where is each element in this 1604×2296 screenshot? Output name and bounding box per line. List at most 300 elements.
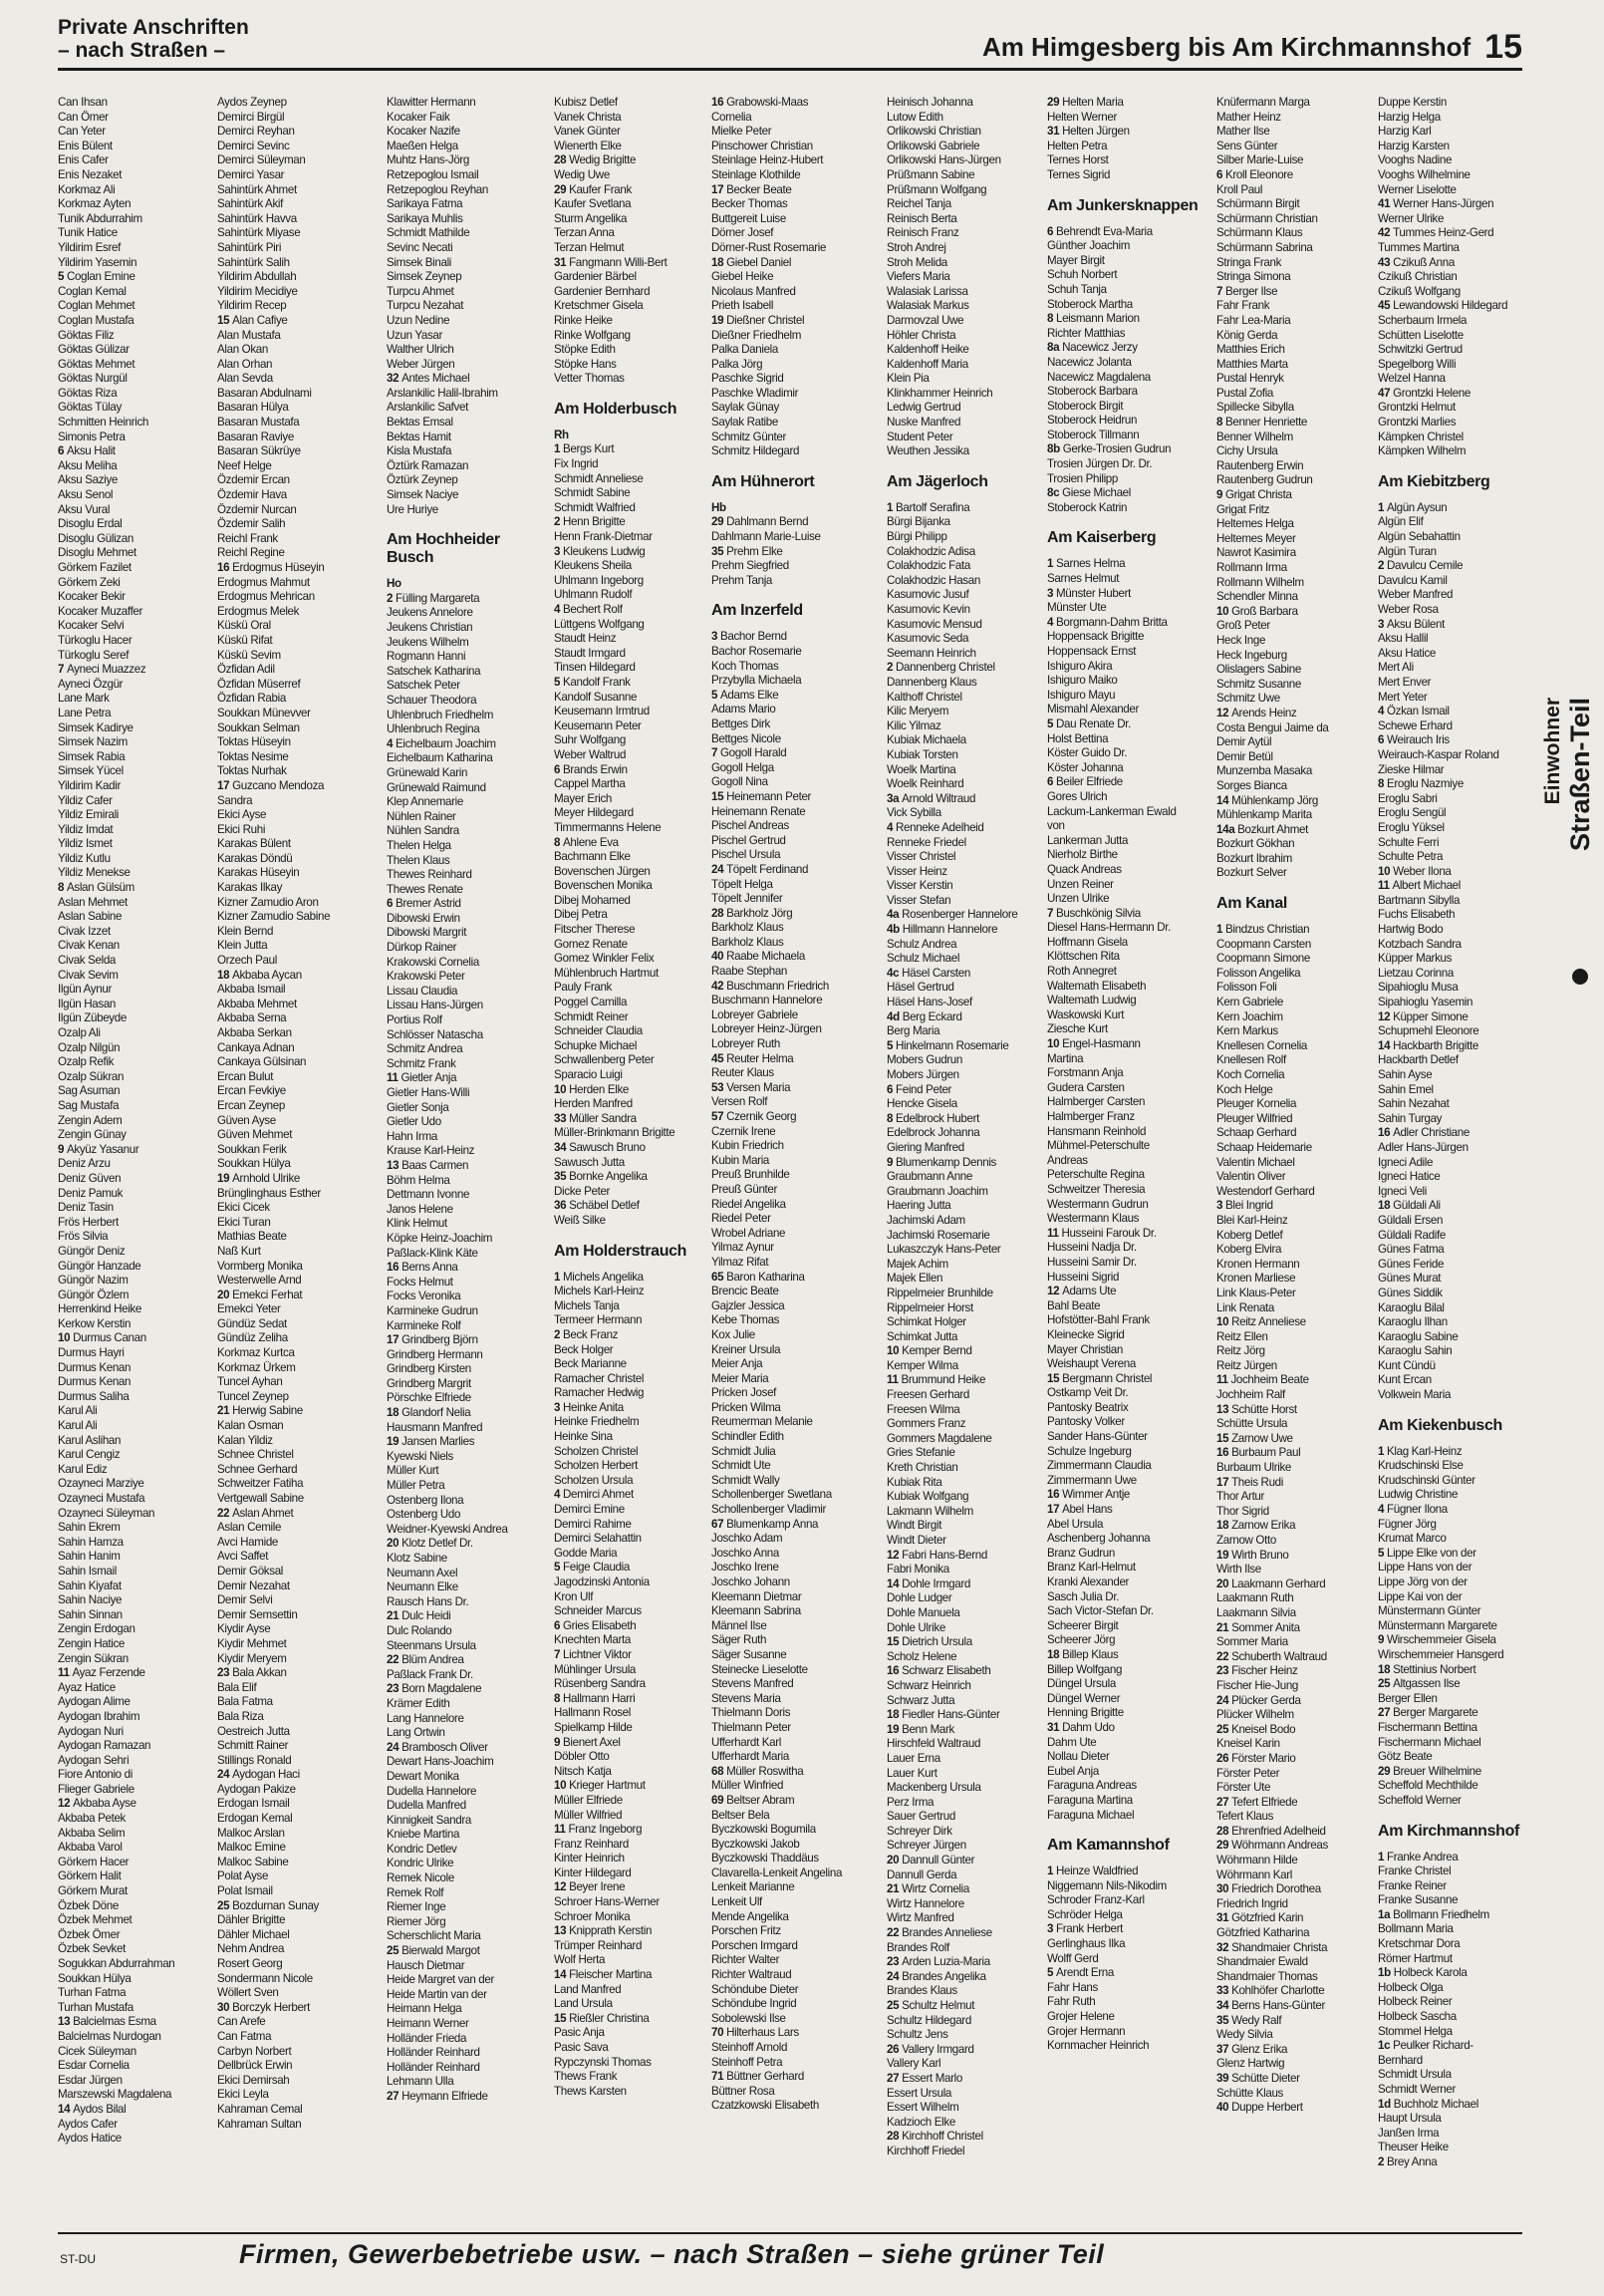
resident-entry	[1378, 777, 1522, 792]
resident-entry	[1216, 1650, 1374, 1665]
house-number: 6	[887, 1082, 896, 1096]
house-number: 4	[387, 736, 396, 750]
resident-name: Koch Helge	[1216, 1082, 1273, 1096]
resident-entry	[554, 865, 711, 880]
resident-name: Mayer Christian	[1047, 1342, 1123, 1356]
resident-entry	[1216, 721, 1374, 736]
resident-entry	[217, 1565, 375, 1579]
resident-name: Sahintürk Piri	[217, 240, 282, 254]
resident-name: Buttgereit Luise	[711, 211, 786, 225]
resident-entry	[554, 618, 711, 633]
resident-entry	[217, 329, 375, 344]
resident-entry	[58, 1812, 215, 1827]
resident-entry	[1378, 1663, 1522, 1678]
resident-name: Schauer Theodora	[387, 693, 477, 707]
resident-name: Weber Ilona	[1393, 864, 1452, 878]
resident-entry	[554, 1386, 711, 1401]
resident-name: Wirth Bruno	[1231, 1548, 1289, 1562]
resident-entry	[711, 1983, 869, 1998]
resident-entry	[1047, 907, 1204, 922]
resident-name: Karul Cengiz	[58, 1448, 121, 1462]
resident-entry	[554, 1024, 711, 1039]
resident-name: Özdemir Nurcan	[217, 502, 297, 516]
resident-entry	[387, 2075, 544, 2090]
resident-name: Ozalp Refik	[58, 1055, 115, 1069]
house-number: 68	[711, 1764, 727, 1778]
resident-entry	[58, 1797, 215, 1812]
house-number: 19	[1216, 1548, 1232, 1562]
resident-entry	[387, 650, 544, 665]
resident-entry	[1378, 1243, 1522, 1258]
resident-entry	[1216, 226, 1374, 241]
resident-name: Theuser Heike	[1378, 2141, 1449, 2154]
resident-name: Thews Frank	[554, 2070, 618, 2084]
resident-name: Orzech Paul	[217, 954, 277, 968]
resident-entry	[554, 2056, 711, 2071]
resident-name: Tunik Abdurrahim	[58, 211, 142, 225]
resident-entry	[1047, 268, 1204, 283]
resident-entry	[1216, 372, 1374, 387]
resident-entry	[887, 1621, 1044, 1636]
resident-entry	[387, 1174, 544, 1189]
house-number: 16	[387, 1261, 402, 1275]
resident-entry	[887, 140, 1044, 154]
resident-entry	[1378, 1199, 1522, 1214]
house-number: 23	[217, 1666, 233, 1680]
resident-name: Colakhodzic Hasan	[887, 573, 980, 587]
house-number: 17	[1047, 1503, 1063, 1517]
resident-name: Grontzki Helene	[1393, 386, 1470, 400]
house-number: 3	[554, 544, 563, 558]
resident-name: Flieger Gabriele	[58, 1782, 134, 1796]
resident-entry	[1378, 865, 1522, 880]
resident-name: Glenz Hartwig	[1216, 2057, 1285, 2071]
resident-entry	[58, 1143, 215, 1158]
resident-entry	[711, 96, 869, 111]
house-number: 47	[1378, 386, 1394, 400]
resident-name: Lang Hannelore	[387, 1711, 464, 1725]
resident-entry	[554, 996, 711, 1010]
resident-entry	[711, 645, 869, 660]
resident-entry	[554, 1299, 711, 1314]
resident-name: Gogoll Harald	[719, 746, 787, 760]
resident-entry	[711, 343, 869, 358]
resident-entry	[1216, 1839, 1374, 1854]
house-number: 36	[554, 1199, 570, 1213]
resident-entry	[887, 212, 1044, 227]
resident-entry	[554, 1765, 711, 1780]
resident-entry	[887, 806, 1044, 821]
resident-entry	[217, 910, 375, 925]
resident-name: Hansmann Reinhold	[1047, 1124, 1147, 1138]
resident-name: Husseini Farouk Dr.	[1061, 1226, 1157, 1240]
resident-name: Kleukens Ludwig	[562, 544, 646, 558]
resident-entry	[1378, 1879, 1522, 1894]
resident-name: Bozdurnan Sunay	[232, 1898, 320, 1912]
resident-name: Essert Marlo	[902, 2071, 962, 2085]
house-number: 57	[711, 1110, 727, 1123]
resident-entry	[1216, 1214, 1374, 1229]
resident-entry	[887, 1752, 1044, 1767]
resident-name: Fahr Lea-Maria	[1216, 313, 1291, 327]
resident-name: Vooghs Nadine	[1378, 153, 1453, 167]
resident-name: Barkholz Klaus	[711, 935, 784, 949]
resident-name: Kubin Maria	[711, 1153, 770, 1167]
resident-name: Reuter Helma	[726, 1051, 794, 1065]
resident-name: Akbaba Mehmet	[217, 997, 297, 1010]
resident-name: Cornelia	[711, 110, 752, 124]
resident-name: Remek Nicole	[387, 1871, 454, 1885]
resident-entry	[387, 621, 544, 636]
resident-name: Buschmann Hannelore	[711, 994, 823, 1007]
resident-entry	[1047, 848, 1204, 863]
resident-name: Helten Jürgen	[1062, 125, 1130, 139]
resident-name: Göktas Gülizar	[58, 343, 130, 357]
resident-name: Karul Ali	[58, 1404, 98, 1418]
resident-entry	[711, 732, 869, 747]
resident-name: Blei Karl-Heinz	[1216, 1213, 1288, 1227]
resident-name: Sipahioglu Yasemin	[1378, 996, 1473, 1009]
resident-name: Bienert Axel	[562, 1735, 621, 1749]
resident-name: Kiydir Meryem	[217, 1651, 287, 1665]
resident-name: Kretschmar Dora	[1378, 1937, 1461, 1951]
resident-entry	[1378, 212, 1522, 227]
resident-name: Demirci Selahattin	[554, 1532, 642, 1546]
house-number: 20	[1216, 1577, 1232, 1590]
resident-entry	[217, 925, 375, 940]
resident-name: Benn Mark	[902, 1722, 954, 1736]
resident-entry	[1216, 794, 1374, 809]
resident-name: Erdogmus Hüseyin	[232, 561, 325, 574]
resident-name: Weber Jürgen	[387, 357, 455, 371]
resident-entry	[1378, 1272, 1522, 1287]
resident-entry	[387, 1929, 544, 1944]
resident-name: Kahraman Sultan	[217, 2117, 302, 2131]
house-number: 6	[554, 1618, 563, 1632]
resident-entry	[711, 1677, 869, 1692]
resident-entry	[1047, 1110, 1204, 1125]
resident-name: Wedig Uwe	[554, 167, 610, 181]
resident-name: Heinemann Renate	[711, 804, 806, 818]
resident-name: Bernhard	[1378, 2053, 1423, 2067]
resident-entry	[1378, 1893, 1522, 1908]
resident-name: Fuchs Elisabeth	[1378, 908, 1456, 922]
resident-name: Stöpke Edith	[554, 343, 616, 357]
resident-name: Götzfried Karin	[1231, 1911, 1304, 1925]
resident-entry	[1378, 1692, 1522, 1707]
resident-name: Nollau Dieter	[1047, 1750, 1110, 1764]
resident-name: Zengin Sükran	[58, 1651, 129, 1665]
resident-name: Heinke Friedhelm	[554, 1415, 640, 1429]
resident-name: Simsek Rabia	[58, 749, 126, 763]
resident-entry	[1216, 1810, 1374, 1825]
resident-name: Poggel Camilla	[554, 996, 628, 1009]
resident-name: Schwarz Heinrich	[887, 1678, 971, 1692]
resident-entry	[387, 1071, 544, 1086]
resident-entry	[387, 256, 544, 271]
resident-entry	[887, 1156, 1044, 1171]
resident-entry	[887, 1563, 1044, 1578]
resident-name: Mert Yeter	[1378, 690, 1428, 704]
resident-entry	[1047, 1328, 1204, 1343]
resident-entry	[217, 1768, 375, 1783]
resident-name: Schürmann Christian	[1216, 211, 1318, 225]
resident-entry	[711, 703, 869, 718]
resident-name: Bornke Angelika	[569, 1170, 648, 1184]
resident-name: Demirci Yasar	[217, 167, 285, 181]
resident-entry	[887, 1039, 1044, 1054]
resident-entry	[887, 401, 1044, 416]
resident-name: Turpcu Ahmet	[387, 284, 454, 298]
resident-name: Demirci Sevinc	[217, 139, 290, 152]
resident-name: Berger Ellen	[1378, 1691, 1438, 1705]
resident-name: Köster Johanna	[1047, 760, 1124, 774]
resident-entry	[217, 808, 375, 823]
resident-entry	[1047, 674, 1204, 689]
resident-entry	[1216, 1388, 1374, 1403]
resident-name: Eichelbaum Joachim	[395, 736, 496, 750]
resident-entry	[1047, 980, 1204, 995]
resident-name: Kunt Ercan	[1378, 1373, 1432, 1387]
resident-entry	[58, 1550, 215, 1565]
resident-name: Versen Rolf	[711, 1095, 768, 1109]
house-number: 28	[887, 2130, 903, 2144]
resident-name: Scherschlicht Maria	[387, 1929, 481, 1943]
resident-entry	[58, 299, 215, 314]
resident-entry	[217, 488, 375, 503]
resident-name: Öztürk Ramazan	[387, 458, 469, 472]
resident-name: Grünewald Raimund	[387, 780, 486, 794]
resident-entry	[1047, 630, 1204, 645]
resident-name: Edelbrock Johanna	[887, 1126, 980, 1140]
resident-name: Schwarz Elisabeth	[902, 1664, 991, 1678]
resident-entry	[554, 241, 711, 256]
resident-name: Heide Martin van der	[387, 1987, 487, 2001]
resident-entry	[58, 358, 215, 373]
resident-name: Schmidt Sabine	[554, 486, 631, 500]
resident-name: Blumenkamp Anna	[726, 1517, 819, 1531]
resident-name: Förster Mario	[1231, 1751, 1296, 1765]
resident-entry	[711, 299, 869, 314]
resident-entry	[887, 1694, 1044, 1709]
resident-name: Hoffmann Gisela	[1047, 935, 1128, 949]
resident-name: Güldali Radife	[1378, 1228, 1446, 1242]
resident-name: Günes Siddik	[1378, 1286, 1443, 1299]
resident-entry	[1378, 1459, 1522, 1474]
resident-entry	[217, 837, 375, 852]
resident-entry	[387, 329, 544, 344]
resident-name: Bartolf Serafina	[895, 500, 970, 514]
resident-entry	[887, 632, 1044, 647]
resident-entry	[554, 691, 711, 706]
resident-name: Deniz Güven	[58, 1171, 122, 1185]
resident-name: Laakmann Silvia	[1216, 1605, 1296, 1619]
resident-entry	[1378, 908, 1522, 923]
resident-name: Majek Ellen	[887, 1272, 943, 1286]
house-number: 18	[1047, 1647, 1063, 1661]
resident-entry	[887, 256, 1044, 271]
resident-name: Jochheim Ralf	[1216, 1388, 1285, 1402]
resident-entry	[711, 1474, 869, 1489]
resident-name: Kiydir Mehmet	[217, 1636, 287, 1650]
resident-name: Tinsen Hildegard	[554, 661, 636, 675]
resident-entry	[217, 226, 375, 241]
resident-name: Korkmaz Kurtca	[217, 1346, 295, 1360]
resident-entry	[387, 299, 544, 314]
resident-entry	[217, 1128, 375, 1143]
house-number: 1	[554, 442, 563, 456]
resident-entry	[1047, 442, 1204, 457]
resident-entry	[1216, 1897, 1374, 1912]
resident-name: Kotzbach Sandra	[1378, 937, 1462, 951]
resident-name: Schmidt Werner	[1378, 2083, 1456, 2096]
resident-entry	[387, 1609, 544, 1624]
resident-entry	[387, 1886, 544, 1901]
resident-name: Kemper Bernd	[902, 1344, 972, 1358]
resident-entry	[1216, 1591, 1374, 1606]
resident-entry	[711, 285, 869, 300]
resident-name: Uhlmann Rudolf	[554, 588, 633, 602]
house-number: 2	[387, 591, 396, 605]
resident-entry	[387, 1595, 544, 1610]
resident-name: Schürmann Sabrina	[1216, 240, 1313, 254]
resident-name: Hirschfeld Waltraud	[887, 1737, 981, 1751]
resident-entry	[1047, 1415, 1204, 1430]
section-label-line2: – nach Straßen –	[58, 39, 226, 62]
resident-name: Schneider Marcus	[554, 1604, 642, 1618]
resident-name: Lane Petra	[58, 706, 112, 719]
resident-name: Vallery Irmgard	[902, 2042, 974, 2056]
resident-entry	[58, 111, 215, 126]
house-number: 15	[1047, 1371, 1063, 1385]
resident-name: Mathias Beate	[217, 1230, 287, 1244]
resident-entry	[58, 910, 215, 925]
resident-name: Basaran Sükrüye	[217, 444, 301, 458]
resident-entry	[554, 588, 711, 603]
resident-name: Civak Sevim	[58, 968, 119, 982]
resident-entry	[217, 852, 375, 867]
resident-name: Uhlenbruch Regina	[387, 722, 480, 736]
house-number: 13	[387, 1158, 402, 1172]
resident-name: Kubiak Rita	[887, 1475, 942, 1489]
resident-name: Aydogan Ibrahim	[58, 1709, 140, 1723]
resident-entry	[1378, 2141, 1522, 2155]
resident-name: Knellesen Cornelia	[1216, 1038, 1308, 1052]
resident-name: Coopmann Carsten	[1216, 937, 1311, 951]
resident-name: Heinisch Johanna	[887, 96, 973, 109]
resident-entry	[217, 285, 375, 300]
resident-entry	[554, 1721, 711, 1736]
resident-entry	[554, 1097, 711, 1112]
resident-name: Adams Elke	[719, 688, 779, 702]
resident-entry	[1047, 168, 1204, 183]
resident-name: Thelen Helga	[387, 838, 451, 852]
resident-entry	[1378, 705, 1522, 719]
resident-entry	[1216, 2014, 1374, 2029]
resident-name: Akbaba Petek	[58, 1812, 126, 1826]
resident-name: Aslan Mehmet	[58, 895, 128, 909]
resident-name: Schollenberger Swetlana	[711, 1488, 832, 1502]
house-number: 1	[1378, 500, 1387, 514]
resident-name: Sahin Emel	[1378, 1082, 1434, 1096]
resident-name: Lichtner Viktor	[562, 1647, 632, 1661]
resident-name: Schneider Claudia	[554, 1024, 643, 1038]
resident-name: Mayer Erich	[554, 791, 612, 805]
resident-entry	[887, 865, 1044, 880]
resident-name: Ekici Turan	[217, 1215, 271, 1229]
resident-entry	[387, 1159, 544, 1174]
resident-name: Kocaker Nazife	[387, 125, 460, 139]
resident-entry	[217, 183, 375, 198]
house-number: 26	[887, 2042, 903, 2056]
resident-name: Janßen Irma	[1378, 2126, 1440, 2140]
resident-name: Bachor Rosemarie	[711, 645, 802, 658]
resident-name: Polat Ismail	[217, 1884, 273, 1898]
resident-entry	[554, 647, 711, 662]
resident-name: Peterschulte Regina	[1047, 1168, 1145, 1182]
resident-name: Bala Akkan	[232, 1666, 287, 1680]
resident-entry	[887, 836, 1044, 851]
resident-name: Gommers Magdalene	[887, 1431, 992, 1445]
resident-entry	[1047, 1908, 1204, 1923]
resident-entry	[887, 879, 1044, 894]
house-number: 4	[1378, 1503, 1387, 1517]
resident-entry	[58, 1070, 215, 1085]
resident-name: Bektas Hamit	[387, 430, 451, 443]
resident-entry	[887, 416, 1044, 430]
resident-entry	[1216, 750, 1374, 765]
resident-name: Behrendt Eva-Maria	[1055, 224, 1153, 238]
resident-entry	[217, 444, 375, 459]
resident-name: Stroh Andrej	[887, 240, 946, 254]
resident-name: Berger Margarete	[1393, 1706, 1478, 1720]
resident-entry	[711, 1852, 869, 1866]
resident-entry	[1216, 996, 1374, 1010]
resident-name: Stettinius Norbert	[1393, 1662, 1476, 1676]
resident-entry	[887, 1097, 1044, 1112]
resident-entry	[1378, 763, 1522, 778]
resident-entry	[1216, 1170, 1374, 1185]
resident-name: Uzun Yasar	[387, 328, 443, 342]
resident-entry	[387, 168, 544, 183]
resident-entry	[217, 1317, 375, 1332]
resident-name: Sobolewski Ilse	[711, 2011, 786, 2025]
resident-name: Ekici Ayse	[217, 808, 267, 822]
resident-entry	[1378, 1214, 1522, 1229]
resident-name: Nuske Manfred	[887, 416, 961, 430]
resident-name: Häsel Hans-Josef	[887, 996, 972, 1009]
resident-name: Schütte Dieter	[1231, 2071, 1300, 2085]
resident-name: Özfidan Müserref	[217, 677, 301, 691]
resident-name: Walther Ulrich	[387, 343, 454, 357]
resident-name: Lobreyer Ruth	[711, 1037, 780, 1051]
resident-entry	[387, 1871, 544, 1886]
resident-entry	[387, 897, 544, 912]
resident-entry	[1378, 647, 1522, 662]
resident-entry	[387, 665, 544, 680]
house-number: 24	[387, 1740, 402, 1754]
resident-entry	[1378, 358, 1522, 373]
resident-name: Zengin Günay	[58, 1128, 127, 1142]
resident-entry	[554, 1126, 711, 1141]
resident-entry	[554, 1939, 711, 1954]
resident-entry	[711, 1081, 869, 1096]
resident-name: Erdogan Ismail	[217, 1797, 290, 1811]
footer-rule	[58, 2232, 1522, 2234]
resident-entry	[217, 1579, 375, 1594]
resident-entry	[554, 1357, 711, 1372]
house-number: 23	[887, 1955, 903, 1969]
